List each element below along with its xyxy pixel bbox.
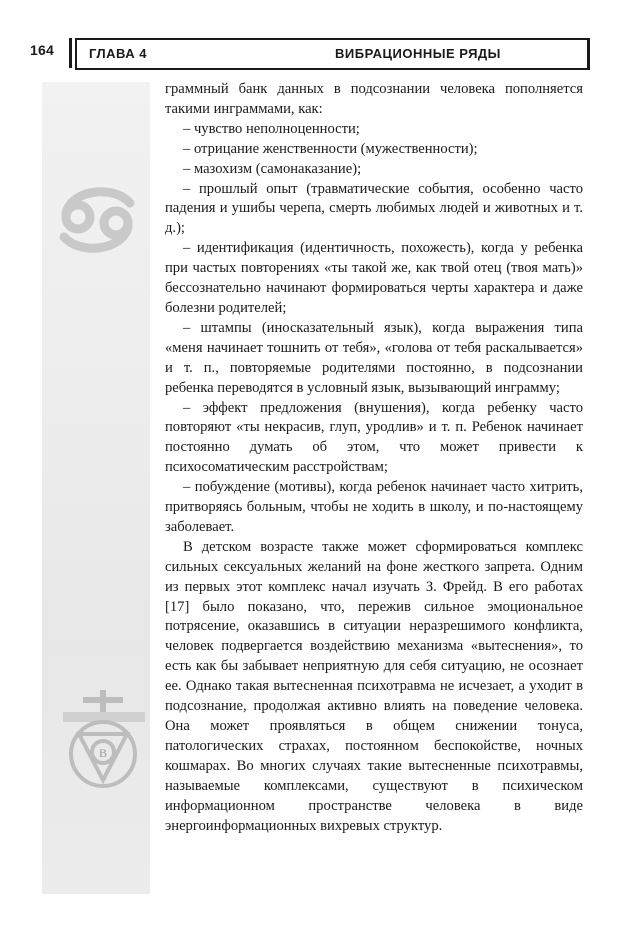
paragraph: граммный банк данных в подсознании человека пополняется такими инграммами, как: <box>165 81 583 117</box>
list-item: – прошлый опыт (травматические события, особенно часто падения и ушибы черепа, смерть любимых людей и животных и т. д.); <box>165 180 583 237</box>
body-text <box>165 80 583 836</box>
page-header <box>30 38 590 74</box>
chapter-label: ГЛАВА 4 <box>89 46 148 61</box>
list-item: – мазохизм (самонаказание); <box>183 160 362 177</box>
list-item: – отрицание женственности (мужественности); <box>183 140 478 157</box>
chapter-title: ВИБРАЦИОННЫЕ РЯДЫ <box>335 46 501 61</box>
list-item: – штампы (иносказательный язык), когда выражения типа «меня начинает тошнить от тебя», «голова от тебя раскалывается» и т. п., повторяемые родителями постоянно, в подсознании ребенка переводятся в условный язык, вызывающий инграмму; <box>165 319 583 396</box>
list-item: – побуждение (мотивы), когда ребенок начинает часто хитрить, притворяясь больным, чтобы не ходить в школу, и по-настоящему заболевает. <box>165 479 583 535</box>
list-item: – чувство неполноценности; <box>183 120 360 137</box>
zodiac-cancer-icon <box>52 175 142 265</box>
page-number: 164 <box>30 42 54 58</box>
paragraph: В детском возрасте также может сформироваться комплекс сильных сексуальных желаний на фоне жесткого запрета. Одним из первых этот комплекс начал изучать З. Фрейд. В его работах [17] было показано, что, пережив сильное эмоциональное потрясение, оказавшись в ситуации неразрешимого конфликта, человек подвергается воздействию механизма «вытеснения», то есть как бы забывает неприятную для себя ситуацию, не осознает ее. Однако такая вытесненная психотравма не исчезает, а уходит в подсознание, продолжая активно влиять на поведение человека. Она может проявляться в общем снижении тонуса, патологических страхах, постоянном беспокойстве, ночных кошмарах. Во многих случаях такие вытесненные психотравмы, называемые комплексами, существуют в психическом информационном пространстве человека в виде энергоинформационных вихревых структур. <box>165 538 583 834</box>
list-item: – идентификация (идентичность, похожесть), когда у ребенка при частых повторениях «ты такой же, как твой отец (твоя мать)» бессознательно начинают формироваться черты характера и даже болезни родителей; <box>165 240 583 316</box>
running-header-box <box>75 38 590 70</box>
emblem-letter: B <box>98 746 108 760</box>
cross-heart-emblem-icon <box>55 690 155 790</box>
list-item: – эффект предложения (внушения), когда ребенку часто повторяют «ты некрасив, глуп, уродлив» и т. п. Ребенок начинает постоянно думать об этом, что может привести к психосоматическим расстройствам; <box>165 399 583 476</box>
